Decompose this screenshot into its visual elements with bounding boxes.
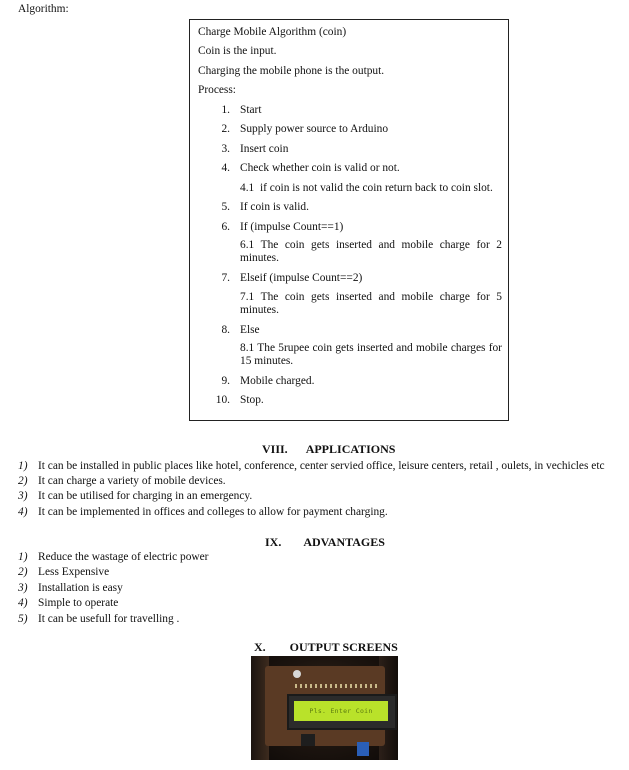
step-number: 6.	[221, 221, 230, 233]
section-number: IX.	[265, 535, 282, 549]
substep	[240, 239, 502, 265]
advantages-heading	[265, 535, 385, 551]
step-number: 9.	[221, 375, 230, 387]
list-number: 2)	[18, 566, 28, 578]
list-text: It can charge a variety of mobile devices.	[38, 475, 226, 487]
step-text: Start	[240, 104, 262, 116]
list-item	[18, 565, 109, 580]
list-item	[18, 612, 179, 627]
list-text: It can be installed in public places like hotel, conference, center servied office, leisure centers, retail , oulets, in vechicles etc	[38, 460, 605, 472]
list-number: 2)	[18, 475, 28, 487]
blue-component	[357, 742, 369, 756]
step-text: Stop.	[240, 394, 264, 406]
list-text: Less Expensive	[38, 566, 110, 578]
step-number: 5.	[221, 201, 230, 213]
substep-text: if coin is not valid the coin return back to coin slot.	[260, 182, 493, 194]
substep-text: The coin gets inserted and mobile charge for 2 minutes.	[240, 239, 502, 265]
step-number: 4.	[221, 162, 230, 174]
list-number: 1)	[18, 551, 28, 563]
section-title: OUTPUT SCREENS	[289, 640, 398, 654]
step-number: 3.	[221, 143, 230, 155]
list-text: Reduce the wastage of electric power	[38, 551, 209, 563]
section-title: APPLICATIONS	[305, 442, 396, 456]
step-text: Mobile charged.	[240, 375, 315, 387]
algorithm-input-line: Coin is the input.	[198, 45, 277, 57]
list-item	[18, 550, 208, 565]
step-text: Supply power source to Arduino	[240, 123, 389, 135]
list-number: 4)	[18, 506, 28, 518]
step-text: If coin is valid.	[240, 201, 309, 213]
list-item	[18, 505, 388, 520]
algorithm-output-line: Charging the mobile phone is the output.	[198, 65, 385, 77]
list-text: It can be implemented in offices and colleges to allow for payment charging.	[38, 506, 388, 518]
substep-number: 6.1	[240, 239, 255, 251]
list-number: 1)	[18, 460, 28, 472]
list-text: Simple to operate	[38, 597, 119, 609]
algorithm-heading: Algorithm:	[18, 3, 69, 15]
list-item	[18, 474, 226, 489]
lcd-display: Pls. Enter Coin	[294, 701, 388, 721]
output-screen-photo	[251, 656, 398, 760]
applications-heading	[262, 442, 395, 458]
list-item	[18, 596, 118, 611]
chip-icon	[301, 734, 315, 746]
lcd-module	[287, 694, 397, 730]
list-item	[18, 459, 605, 474]
step-number: 2.	[221, 123, 230, 135]
list-text: It can be usefull for travelling .	[38, 613, 180, 625]
list-text: It can be utilised for charging in an emergency.	[38, 490, 253, 502]
step-number: 8.	[221, 324, 230, 336]
section-title: ADVANTAGES	[303, 535, 385, 549]
step-number: 10.	[215, 394, 230, 406]
potentiometer-icon	[293, 670, 301, 678]
list-text: Installation is easy	[38, 582, 123, 594]
list-number: 3)	[18, 582, 28, 594]
substep	[240, 291, 502, 317]
list-number: 5)	[18, 613, 28, 625]
substep-number: 7.1	[240, 291, 255, 303]
section-number: X.	[254, 640, 266, 654]
step-number: 7.	[221, 272, 230, 284]
section-number: VIII.	[262, 442, 288, 456]
process-label: Process:	[198, 84, 236, 96]
substep	[240, 342, 502, 368]
step-text: Insert coin	[240, 143, 289, 155]
step-text: Check whether coin is valid or not.	[240, 162, 400, 174]
step-text: If (impulse Count==1)	[240, 221, 344, 233]
step-text: Else	[240, 324, 260, 336]
substep-number: 4.1	[240, 182, 255, 194]
circuit-board	[265, 666, 385, 746]
list-number: 4)	[18, 597, 28, 609]
substep-text: The coin gets inserted and mobile charge for 5 minutes.	[240, 291, 502, 317]
output-screens-heading	[254, 640, 398, 656]
step-text: Elseif (impulse Count==2)	[240, 272, 363, 284]
algorithm-box	[189, 19, 509, 421]
list-item	[18, 581, 123, 596]
step-number: 1.	[221, 104, 230, 116]
list-number: 3)	[18, 490, 28, 502]
header-pins	[295, 684, 379, 688]
algorithm-title: Charge Mobile Algorithm (coin)	[198, 26, 347, 38]
substep-text: The 5rupee coin gets inserted and mobile charges for 15 minutes.	[240, 342, 502, 368]
substep-number: 8.1	[240, 342, 255, 354]
list-item	[18, 489, 252, 504]
